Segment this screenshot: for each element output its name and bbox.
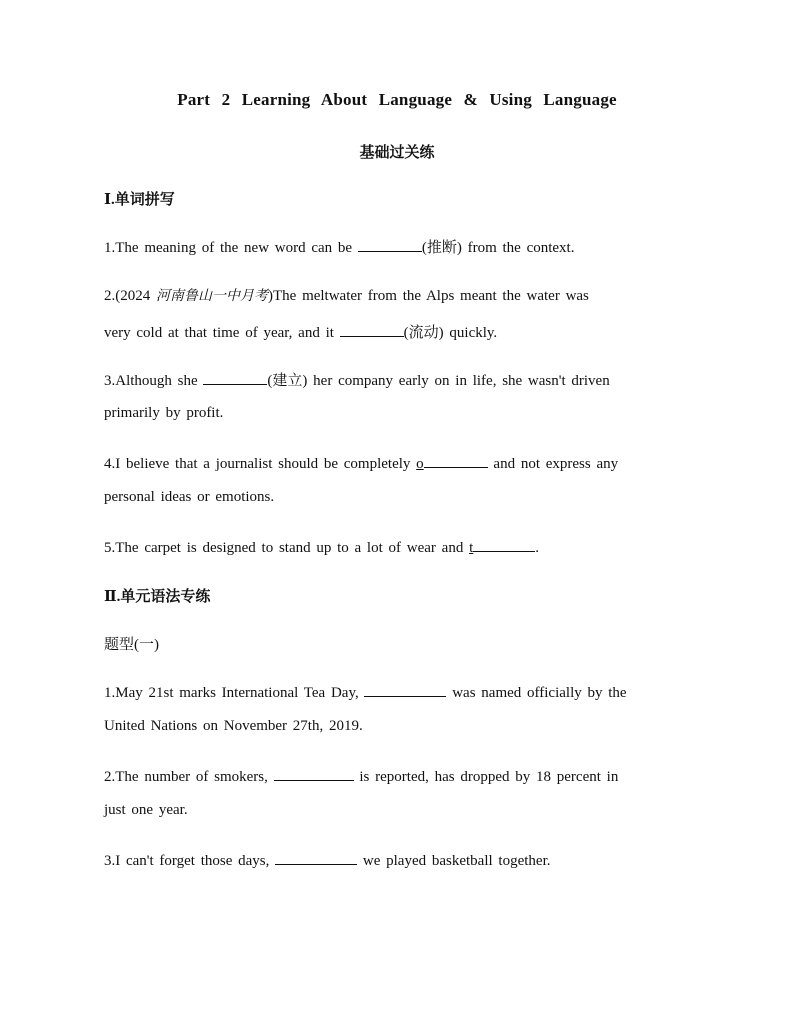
first-letter-hint: o [416,456,424,472]
question-text: 5.The carpet is designed to stand up to a lot of wear and [104,540,470,556]
question-text: 1.May 21st marks International Tea Day, [104,685,365,701]
question-hint: (建立) [267,373,308,389]
question-text: )The meltwater from the Alps meant the water was [268,288,589,304]
question-text: 3.I can't forget those days, [104,853,276,869]
question-number: 2.(2024 [104,288,156,304]
section-heading-grammar: Ⅱ.单元语法专练 [104,589,211,605]
question-text: from the context. [461,240,575,256]
answer-blank[interactable] [358,237,422,252]
question-1-vocab [104,236,574,257]
answer-blank[interactable] [275,850,357,865]
first-letter-hint: t [469,540,474,556]
question-source: 河南鲁山一中月考 [156,288,268,304]
question-text: . [535,540,539,556]
question-2-vocab-line2 [104,321,497,342]
page-title: Part 2 Learning About Language & Using Language [177,90,617,109]
question-2-grammar-line1 [104,766,618,786]
question-text: we played basketball together. [357,853,551,869]
answer-blank[interactable] [364,682,446,697]
question-text: 1.The meaning of the new word can be [104,240,358,256]
question-text: 4.I believe that a journalist should be completely [104,456,417,472]
question-3-vocab-line2: primarily by profit. [104,405,224,421]
answer-blank[interactable] [340,322,404,337]
answer-blank[interactable] [424,453,488,468]
question-hint: (推断) [421,240,462,256]
answer-blank[interactable] [203,370,267,385]
question-text: very cold at that time of year, and it [104,325,340,341]
question-5-vocab [104,537,539,557]
question-1-grammar-line2: United Nations on November 27th, 2019. [104,718,363,734]
answer-blank[interactable] [473,537,535,552]
question-text: quickly. [443,325,498,341]
page-subtitle: 基础过关练 [359,145,435,161]
question-text: 3.Although she [104,373,204,389]
question-1-grammar-line1 [104,682,627,702]
section-heading-vocabulary: Ⅰ.单词拼写 [104,192,175,208]
question-type-label: 题型(一) [104,637,159,653]
question-hint: (流动) [403,325,444,341]
question-text: is reported, has dropped by 18 percent in [353,769,619,785]
question-4-vocab-line2: personal ideas or emotions. [104,489,275,505]
question-3-vocab-line1 [104,369,610,390]
question-2-grammar-line2: just one year. [104,802,188,818]
answer-blank[interactable] [274,766,354,781]
question-text: and not express any [487,456,619,472]
question-text: her company early on in life, she wasn't driven [307,373,610,389]
question-2-vocab-line1 [104,285,589,305]
question-text: was named officially by the [446,685,627,701]
question-4-vocab-line1 [104,453,618,473]
question-3-grammar [104,850,551,870]
question-text: 2.The number of smokers, [104,769,274,785]
